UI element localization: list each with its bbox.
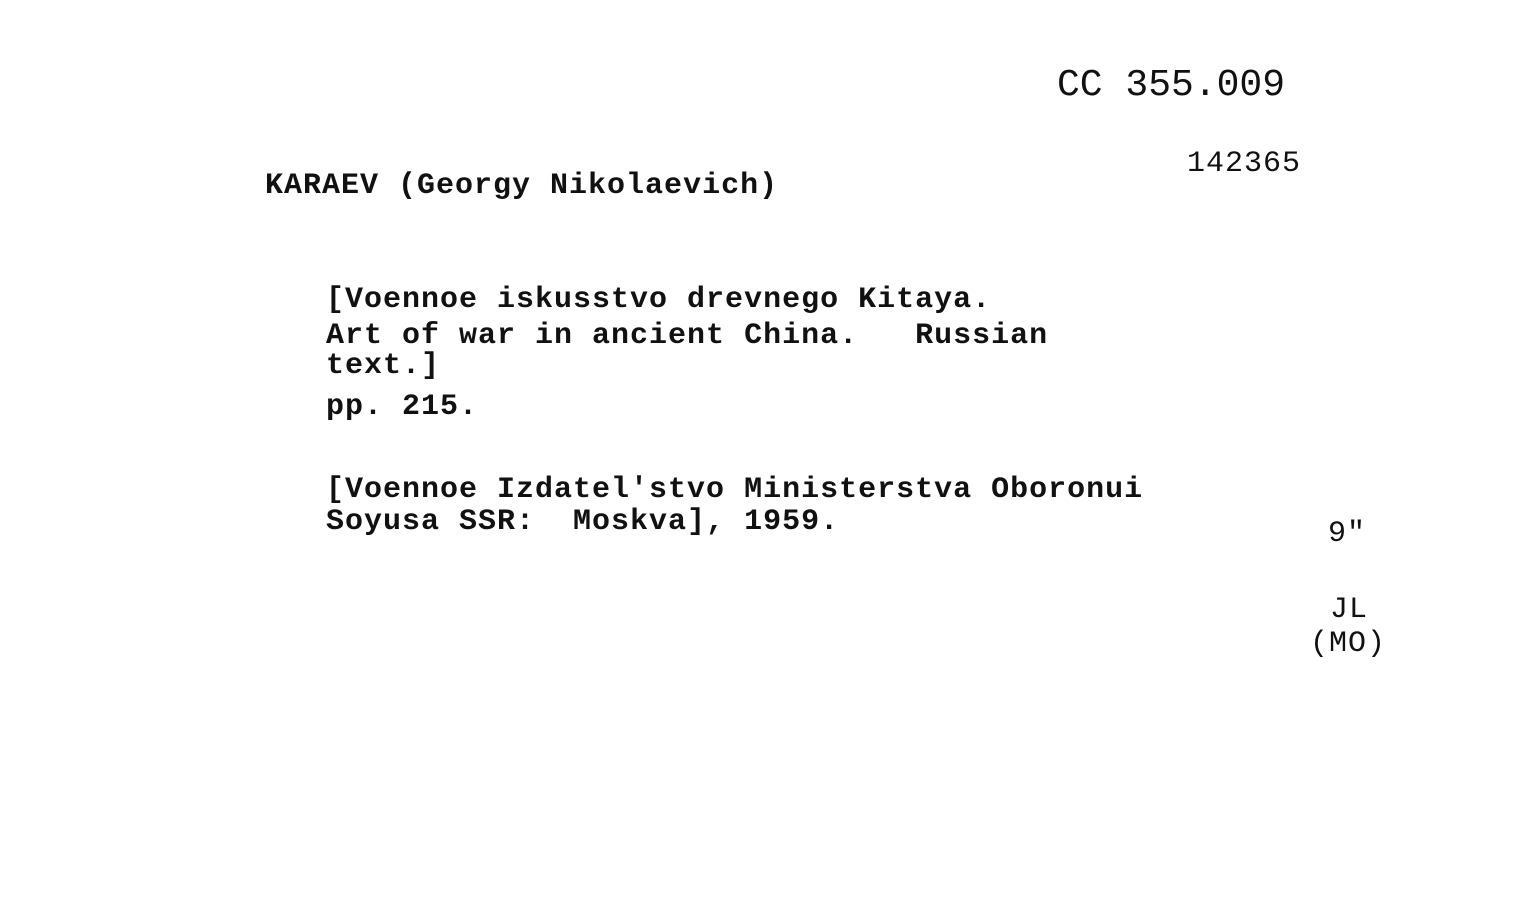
imprint-line: [Voennoe Izdatel'stvo Ministerstva Oboronui	[326, 473, 1144, 507]
cataloger-initials: JL	[1330, 593, 1369, 627]
title-line: [Voennoe iskusstvo drevnego Kitaya.	[326, 283, 992, 317]
location-code: (MO)	[1310, 627, 1387, 661]
title-line: Art of war in ancient China. Russian	[326, 319, 1049, 353]
size-note: 9"	[1328, 517, 1367, 551]
accession-number: 142365	[1187, 147, 1302, 181]
imprint-line: Soyusa SSR: Moskva], 1959.	[326, 505, 840, 539]
call-number: CC 355.009	[1057, 64, 1286, 107]
pagination: pp. 215.	[326, 390, 479, 424]
title-line: text.]	[326, 349, 441, 383]
author-heading: KARAEV (Georgy Nikolaevich)	[265, 169, 779, 203]
